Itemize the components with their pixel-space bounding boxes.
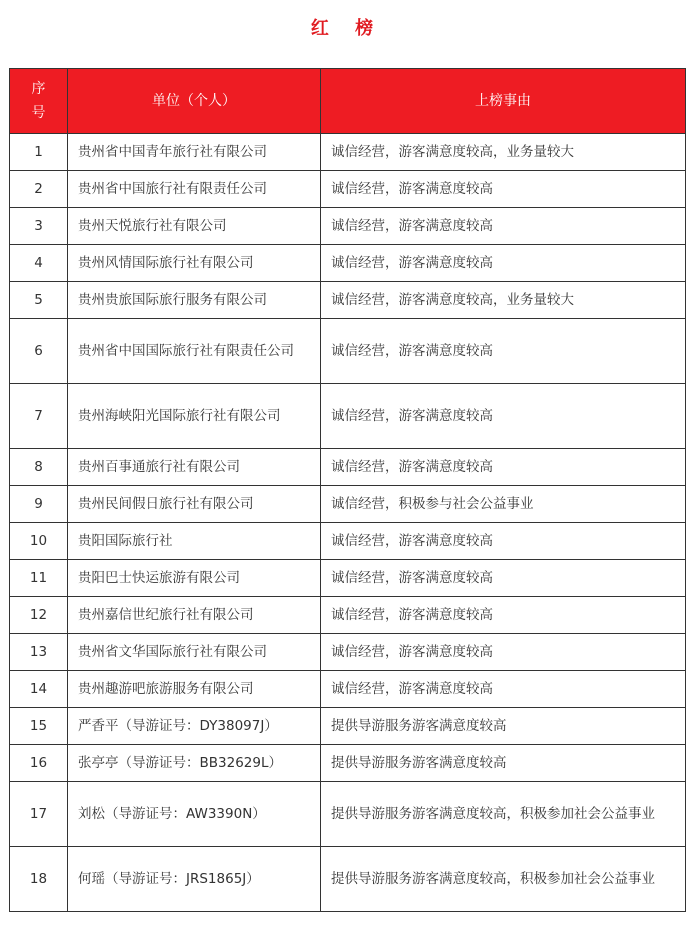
table-row (10, 560, 686, 597)
page-title: 红 榜 (310, 18, 384, 39)
row-no: 12 (10, 597, 68, 634)
row-no: 16 (10, 745, 68, 782)
row-unit: 贵州民间假日旅行社有限公司 (68, 486, 321, 523)
row-unit: 贵州省中国国际旅行社有限责任公司 (68, 319, 321, 384)
row-no: 1 (10, 134, 68, 171)
row-unit: 贵州省中国青年旅行社有限公司 (68, 134, 321, 171)
row-unit: 贵州风情国际旅行社有限公司 (68, 245, 321, 282)
table-row (10, 384, 686, 449)
row-reason: 提供导游服务游客满意度较高，积极参加社会公益事业 (321, 782, 686, 847)
row-reason: 提供导游服务游客满意度较高，积极参加社会公益事业 (321, 847, 686, 912)
row-no: 8 (10, 449, 68, 486)
table-row (10, 782, 686, 847)
table-row (10, 245, 686, 282)
row-no: 7 (10, 384, 68, 449)
row-reason: 诚信经营，游客满意度较高 (321, 245, 686, 282)
row-no: 3 (10, 208, 68, 245)
table-row (10, 847, 686, 912)
row-no: 4 (10, 245, 68, 282)
row-unit: 贵阳巴士快运旅游有限公司 (68, 560, 321, 597)
table-row (10, 523, 686, 560)
row-unit: 贵州省文华国际旅行社有限公司 (68, 634, 321, 671)
row-unit: 张亭亭（导游证号：BB32629L） (68, 745, 321, 782)
table-row (10, 634, 686, 671)
row-unit: 何瑶（导游证号：JRS1865J） (68, 847, 321, 912)
row-no: 2 (10, 171, 68, 208)
table-row (10, 282, 686, 319)
table-row (10, 708, 686, 745)
row-reason: 诚信经营，游客满意度较高 (321, 597, 686, 634)
header-no: 序号 (10, 69, 68, 134)
table-row (10, 171, 686, 208)
row-reason: 提供导游服务游客满意度较高 (321, 708, 686, 745)
row-unit: 贵州百事通旅行社有限公司 (68, 449, 321, 486)
red-list-table (9, 68, 686, 912)
row-no: 6 (10, 319, 68, 384)
row-reason: 诚信经营，游客满意度较高 (321, 319, 686, 384)
row-unit: 贵州趣游吧旅游服务有限公司 (68, 671, 321, 708)
row-reason: 诚信经营，游客满意度较高，业务量较大 (321, 134, 686, 171)
row-no: 10 (10, 523, 68, 560)
row-no: 18 (10, 847, 68, 912)
table-row (10, 486, 686, 523)
row-reason: 诚信经营，积极参与社会公益事业 (321, 486, 686, 523)
row-unit: 贵州天悦旅行社有限公司 (68, 208, 321, 245)
row-reason: 诚信经营，游客满意度较高 (321, 449, 686, 486)
row-no: 11 (10, 560, 68, 597)
row-no: 13 (10, 634, 68, 671)
table-row (10, 449, 686, 486)
row-reason: 诚信经营，游客满意度较高 (321, 523, 686, 560)
row-reason: 诚信经营，游客满意度较高 (321, 384, 686, 449)
row-reason: 诚信经营，游客满意度较高 (321, 171, 686, 208)
table-row (10, 671, 686, 708)
row-no: 5 (10, 282, 68, 319)
row-reason: 诚信经营，游客满意度较高 (321, 671, 686, 708)
row-unit: 贵州海峡阳光国际旅行社有限公司 (68, 384, 321, 449)
row-no: 17 (10, 782, 68, 847)
row-no: 14 (10, 671, 68, 708)
table-row (10, 208, 686, 245)
header-unit: 单位（个人） (68, 69, 321, 134)
table-row (10, 134, 686, 171)
row-reason: 提供导游服务游客满意度较高 (321, 745, 686, 782)
table-row (10, 597, 686, 634)
table-header-row (10, 69, 686, 134)
table-row (10, 745, 686, 782)
row-unit: 刘松（导游证号：AW3390N） (68, 782, 321, 847)
row-reason: 诚信经营，游客满意度较高 (321, 560, 686, 597)
row-unit: 贵州嘉信世纪旅行社有限公司 (68, 597, 321, 634)
row-reason: 诚信经营，游客满意度较高 (321, 634, 686, 671)
row-unit: 贵州省中国旅行社有限责任公司 (68, 171, 321, 208)
row-no: 9 (10, 486, 68, 523)
row-unit: 严香平（导游证号：DY38097J） (68, 708, 321, 745)
row-no: 15 (10, 708, 68, 745)
row-reason: 诚信经营，游客满意度较高 (321, 208, 686, 245)
row-reason: 诚信经营，游客满意度较高，业务量较大 (321, 282, 686, 319)
table-row (10, 319, 686, 384)
row-unit: 贵州贵旅国际旅行服务有限公司 (68, 282, 321, 319)
row-unit: 贵阳国际旅行社 (68, 523, 321, 560)
header-reason: 上榜事由 (321, 69, 686, 134)
